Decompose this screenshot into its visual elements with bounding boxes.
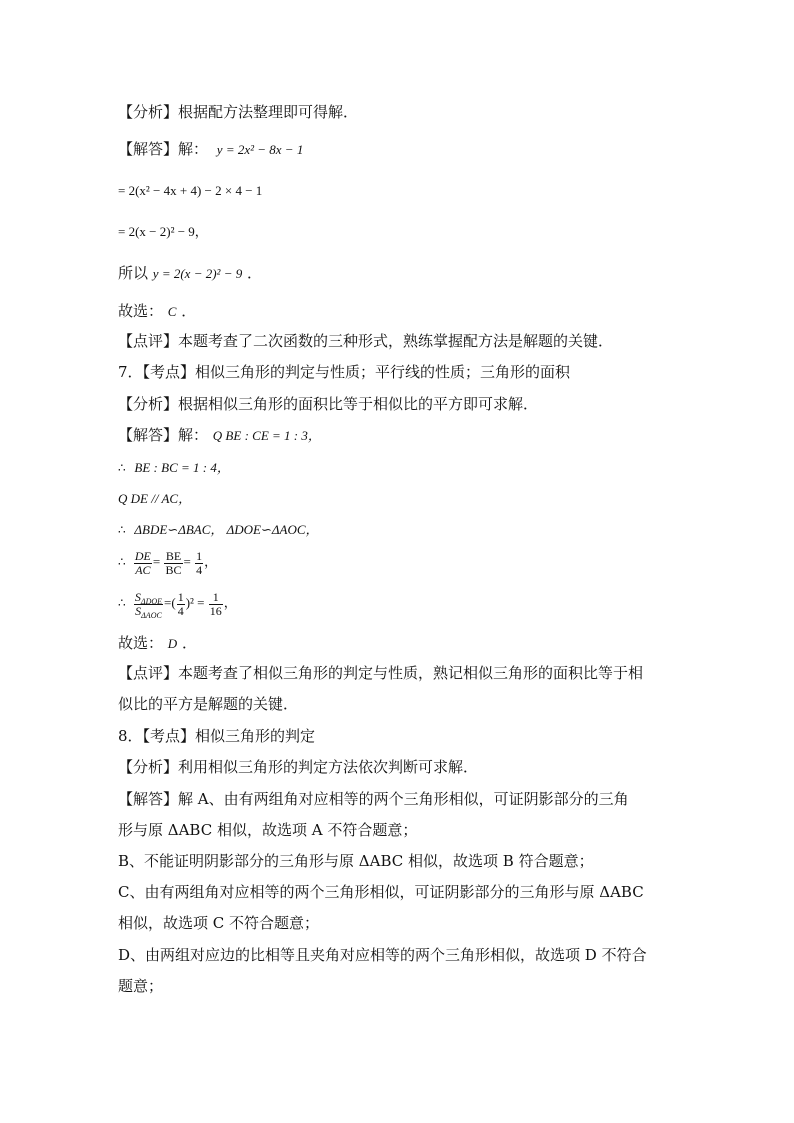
choice-value: C — [167, 304, 177, 319]
fraction — [209, 591, 223, 618]
analysis-text: 【分析】根据配方法整理即可得解． — [118, 103, 359, 121]
denominator: 16 — [209, 603, 222, 618]
answer-line — [118, 882, 644, 902]
answer-text: C、由有两组角对应相等的两个三角形相似，可证阴影部分的三角形与原 ΔABC — [118, 883, 644, 901]
equation-step — [118, 181, 262, 201]
question-topic: 7．【考点】相似三角形的判定与性质；平行线的性质；三角形的面积 — [118, 363, 571, 381]
fraction — [134, 550, 152, 577]
punct: ． — [181, 634, 197, 652]
denominator: BC — [165, 562, 182, 577]
comment-text: 【点评】本题考查了二次函数的三种形式，熟练掌握配方法是解题的关键． — [118, 332, 614, 350]
choice-value: D — [167, 636, 178, 651]
question-topic: 8．【考点】相似三角形的判定 — [118, 727, 316, 745]
analysis-text: 【分析】利用相似三角形的判定方法依次判断可求解． — [118, 758, 479, 776]
answer-text: 形与原 ΔABC 相似，故选项 A 不符合题意； — [118, 821, 418, 839]
answer-text: D、由两组对应边的比相等且夹角对应相等的两个三角形相似，故选项 D 不符合 — [118, 946, 647, 964]
answer-text: B、不能证明阴影部分的三角形与原 ΔABC 相似，故选项 B 符合题意； — [118, 852, 594, 870]
numerator: 1 — [209, 591, 223, 605]
denominator: 4 — [177, 603, 184, 618]
fraction — [177, 591, 185, 618]
choice-line — [118, 633, 197, 654]
comment-text: 【点评】本题考查了相似三角形的判定与性质，熟记相似三角形的面积比等于相 — [118, 664, 644, 682]
answer-line-start — [118, 425, 321, 446]
analysis-line — [118, 102, 358, 122]
analysis-line — [118, 757, 478, 777]
comment-line — [118, 663, 643, 683]
choice-label: 故选： — [118, 302, 164, 320]
answer-text: 题意； — [118, 977, 164, 995]
fraction — [195, 550, 203, 577]
equation-text: = 2(x − 2)² − 9， — [118, 224, 208, 239]
equation: ΔBDE∽ΔBAC， ΔDOE∽ΔAOC， — [134, 522, 319, 537]
equation: Q DE // AC， — [118, 491, 192, 506]
operator: )² = — [185, 595, 205, 610]
answer-line — [118, 945, 647, 965]
numerator: 1 — [177, 589, 184, 604]
question-7-heading — [118, 362, 570, 382]
answer-line-start — [118, 139, 303, 160]
equation-step — [118, 222, 208, 242]
equation-text: = 2(x² − 4x + 4) − 2 × 4 − 1 — [118, 183, 263, 198]
punct: ， — [223, 595, 237, 610]
punct: ． — [181, 302, 197, 320]
therefore-symbol: ∴ — [118, 523, 126, 537]
fraction — [134, 591, 163, 618]
therefore-symbol: ∴ — [118, 596, 126, 610]
equation: y = 2x² − 8x − 1 — [216, 142, 304, 157]
equation-step — [118, 488, 191, 509]
operator: =( — [164, 595, 176, 610]
answer-line — [118, 851, 594, 871]
numerator: BE — [165, 548, 182, 563]
area-ratio-equation — [118, 589, 237, 618]
answer-text: 相似，故选项 C 不符合题意； — [118, 914, 320, 932]
answer-line — [118, 820, 417, 840]
denominator: AC — [135, 562, 151, 577]
punct: ， — [204, 554, 218, 569]
denominator: 4 — [196, 562, 203, 577]
fraction-equation: ∴ $\frac{DE}{AC}$ = $\frac{BE}{BC}$ = $\frac{1}{4}$ ， — [118, 548, 218, 577]
therefore-symbol: ∴ — [118, 461, 126, 475]
comment-line — [118, 331, 613, 351]
analysis-text: 【分析】根据相似三角形的面积比等于相似比的平方即可求解． — [118, 395, 539, 413]
fraction — [164, 550, 182, 577]
subscript: ΔDOE — [140, 596, 163, 606]
equation: Q BE : CE = 1 : 3， — [212, 428, 321, 443]
denominator — [134, 605, 163, 618]
numerator: 1 — [196, 548, 203, 563]
area-symbol: S — [134, 589, 141, 604]
answer-text: 【解答】解 A、由有两组角对应相等的两个三角形相似，可证阴影部分的三角 — [118, 790, 629, 808]
equation: y = 2(x − 2)² − 9 — [152, 266, 243, 281]
conclusion-label: 所以 — [118, 264, 149, 282]
numerator: DE — [134, 548, 151, 563]
conclusion-line — [118, 263, 262, 284]
area-symbol: S — [135, 603, 142, 618]
comment-text: 似比的平方是解题的关键． — [118, 695, 299, 713]
analysis-line — [118, 394, 538, 414]
answer-line-start — [118, 789, 629, 809]
equation-step — [118, 457, 230, 478]
therefore-symbol: ∴ — [118, 555, 126, 569]
equation: BE : BC = 1 : 4， — [134, 460, 230, 475]
answer-line — [118, 913, 319, 933]
punct: ． — [247, 264, 263, 282]
answer-line — [118, 976, 163, 996]
numerator — [134, 591, 163, 605]
answer-label: 【解答】解： — [118, 140, 209, 158]
choice-line — [118, 301, 196, 322]
answer-label: 【解答】解： — [118, 426, 209, 444]
choice-label: 故选： — [118, 634, 164, 652]
subscript: ΔAOC — [141, 610, 162, 620]
question-8-heading — [118, 726, 315, 746]
comment-line-cont — [118, 694, 298, 714]
equation-step — [118, 519, 319, 540]
